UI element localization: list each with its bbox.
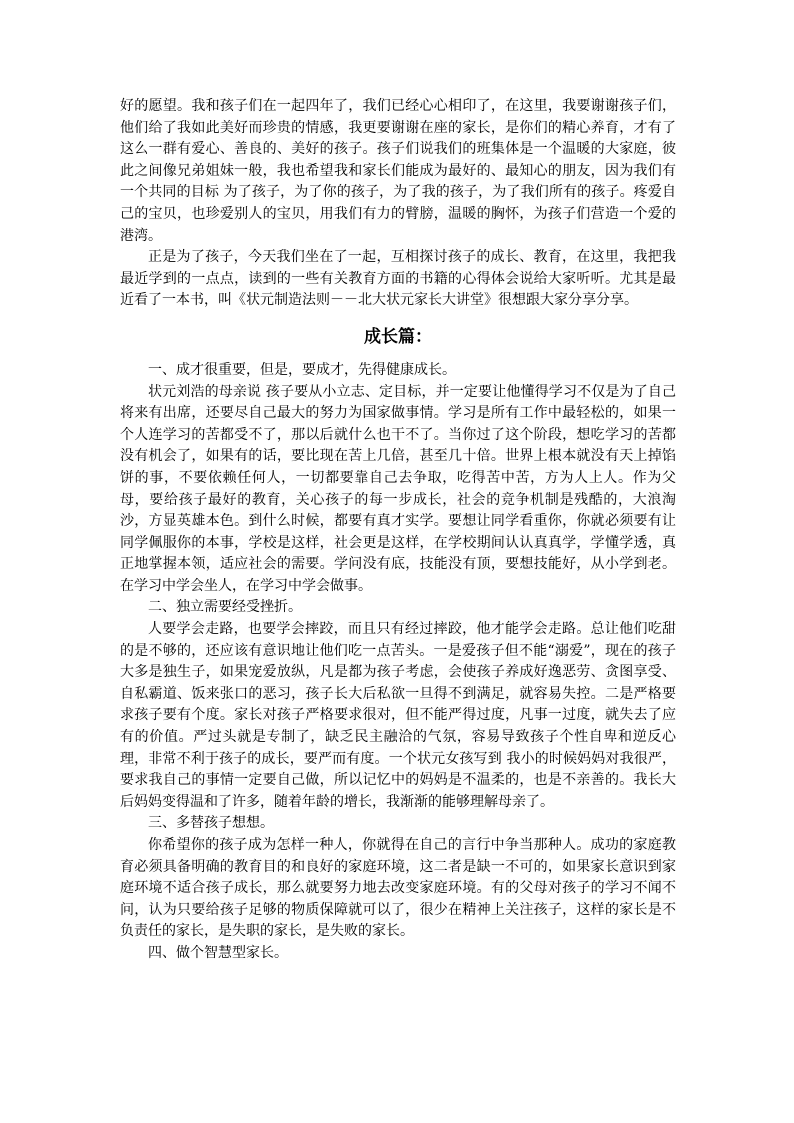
intro-paragraph-2: 正是为了孩子，今天我们坐在了一起，互相探讨孩子的成长、教育，在这里，我把我最近学到的一点点，读到的一些有关教育方面的书籍的心得体会说给大家听听。尤其是最近看了一本书，叫《状元制造法则－－北大状元家长大讲堂》很想跟大家分享分享。 xyxy=(120,249,676,309)
intro-paragraph-1: 好的愿望。我和孩子们在一起四年了，我们已经心心相印了，在这里，我要谢谢孩子们，他们给了我如此美好而珍贵的情感，我更要谢谢在座的家长，是你们的精心养育，才有了这么一群有爱心、善良的、美好的孩子。孩子们说我们的班集体是一个温暖的大家庭，彼此之间像兄弟姐妹一般，我也希望我和家长们能成为最好的、最知心的朋友，因为我们有一个共同的目标 为了孩子，为了你的孩子，为了我的孩子，为了我们所有的孩子。疼爱自己的宝贝，也珍爱别人的宝贝，用我们有力的臂膀，温暖的胸怀，为孩子们营造一个爱的港湾。 xyxy=(120,98,676,244)
point-heading-2: 二、独立需要经受挫折。 xyxy=(148,599,302,616)
body-paragraph-3: 你希望你的孩子成为怎样一种人，你就得在自己的言行中争当那种人。成功的家庭教育必须具备明确的教育目的和良好的家庭环境，这二者是缺一不可的，如果家长意识到家庭环境不适合孩子成长，那么就要努力地去改变家庭环境。有的父母对孩子的学习不闻不问，认为只要给孩子足够的物质保障就可以了，很少在精神上关注孩子，这样的家长是不负责任的家长，是失职的家长，是失败的家长。 xyxy=(120,837,676,940)
point-heading-1: 一、成才很重要，但是，要成才，先得健康成长。 xyxy=(148,361,456,378)
point-heading-4: 四、做个智慧型家长。 xyxy=(148,944,288,961)
point-heading-3: 三、多替孩子想想。 xyxy=(148,815,274,832)
body-paragraph-1: 状元刘浩的母亲说 孩子要从小立志、定目标，并一定要让他懂得学习不仅是为了自己将来有出席，还要尽自己最大的努力为国家做事情。学习是所有工作中最轻松的，如果一个人连学习的苦都受不了，那以后就什么也干不了。当你过了这个阶段，想吃学习的苦都没有机会了，如果有的话，要比现在苦上几倍，甚至几十倍。世界上根本就没有天上掉馅饼的事，不要依赖任何人，一切都要靠自己去争取，吃得苦中苦，方为人上人。作为父母，要给孩子最好的教育，关心孩子的每一步成长，社会的竞争机制是残酷的，大浪淘沙，方显英雄本色。到什么时候，都要有真才实学。要想让同学看重你，你就必须要有让同学佩服你的本事，学校是这样，社会更是这样，在学校期间认认真真学，学懂学透，真正地掌握本领，适应社会的需要。学问没有底，技能没有顶，要想技能好，从小学到老。在学习中学会坐人，在学习中学会做事。 xyxy=(120,383,676,594)
section-heading: 成长篇： xyxy=(364,326,432,347)
body-paragraph-2: 人要学会走路，也要学会摔跤，而且只有经过摔跤，他才能学会走路。总让他们吃甜的是不够的，还应该有意识地让他们吃一点苦头。一是爱孩子但不能“溺爱”，现在的孩子大多是独生子，如果宠爱放纵，凡是都为孩子考虑，会使孩子养成好逸恶劳、贪图享受、自私霸道、饭来张口的恶习，孩子长大后私欲一旦得不到满足，就容易失控。二是严格要求孩子要有个度。家长对孩子严格要求很对，但不能严得过度，凡事一过度，就失去了应有的价值。严过头就是专制了，缺乏民主融洽的气氛，容易导致孩子个性自卑和逆反心理，非常不利于孩子的成长，要严而有度。一个状元女孩写到 我小的时候妈妈对我很严，要求我自己的事情一定要自己做，所以记忆中的妈妈是不温柔的，也是不亲善的。我长大后妈妈变得温和了许多，随着年龄的增长，我渐渐的能够理解母亲了。 xyxy=(120,621,676,810)
